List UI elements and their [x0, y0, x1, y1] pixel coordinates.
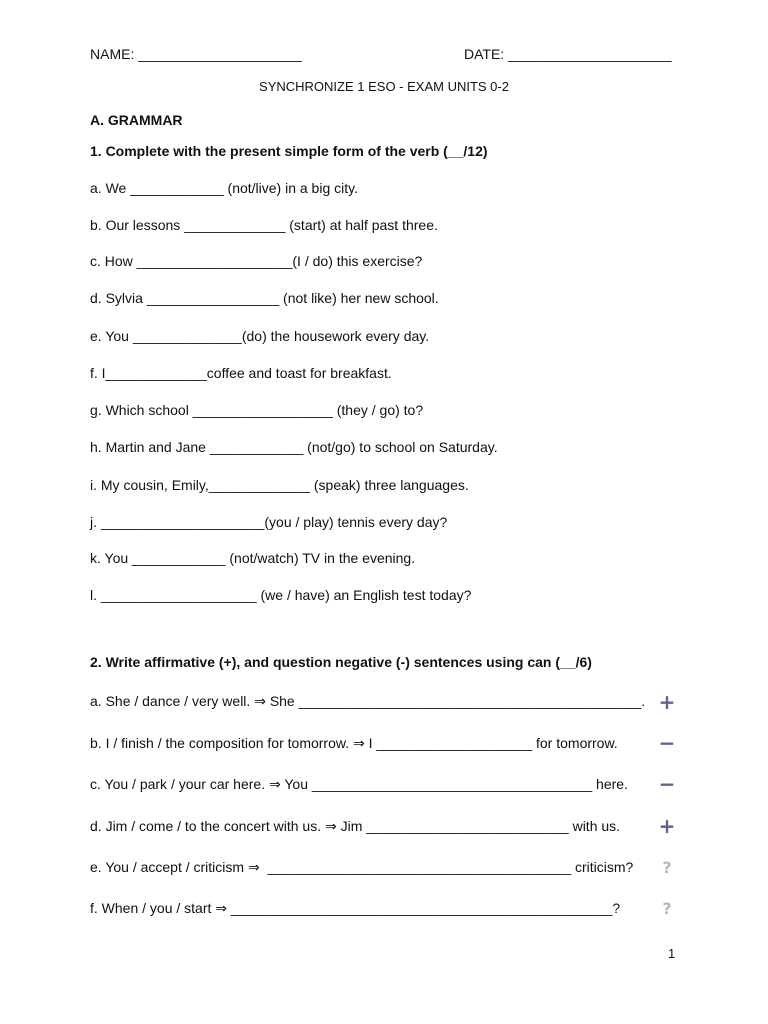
q1-item-a: a. We ____________ (not/live) in a big city. [90, 180, 358, 196]
minus-sign-icon: − [658, 731, 676, 755]
q2-item-d: d. Jim / come / to the concert with us. ⇒ Jim __________________________ with us. [90, 818, 621, 834]
q1-item-f: f. I_____________coffee and toast for breakfast. [90, 365, 392, 381]
question-1-heading: 1. Complete with the present simple form of the verb (__/12) [90, 143, 488, 159]
plus-sign-icon: + [658, 690, 676, 714]
section-heading-grammar: A. GRAMMAR [90, 112, 183, 128]
q2-item-c: c. You / park / your car here. ⇒ You ____________________________________ here. [90, 776, 628, 792]
q1-item-i: i. My cousin, Emily,_____________ (speak) three languages. [90, 477, 469, 493]
plus-sign-icon: + [658, 814, 676, 838]
q1-item-b: b. Our lessons _____________ (start) at half past three. [90, 217, 438, 233]
q1-item-k: k. You ____________ (not/watch) TV in the evening. [90, 550, 416, 566]
minus-sign-icon: − [658, 772, 676, 796]
exam-title: SYNCHRONIZE 1 ESO - EXAM UNITS 0-2 [259, 79, 509, 94]
name-field: NAME: _____________________ [90, 46, 302, 62]
q1-item-c: c. How ____________________(I / do) this exercise? [90, 253, 423, 269]
q1-item-j: j. _____________________(you / play) tennis every day? [90, 514, 448, 530]
q1-item-g: g. Which school __________________ (they / go) to? [90, 402, 424, 418]
page-number: 1 [668, 946, 676, 961]
q1-item-l: l. ____________________ (we / have) an English test today? [90, 587, 472, 603]
q1-item-d: d. Sylvia _________________ (not like) her new school. [90, 290, 439, 306]
q2-item-f: f. When / you / start ⇒ _________________________________________________? [90, 900, 621, 916]
q2-item-a: a. She / dance / very well. ⇒ She ____________________________________________. [90, 693, 646, 709]
q1-item-h: h. Martin and Jane ____________ (not/go) to school on Saturday. [90, 439, 498, 455]
q1-item-e: e. You ______________(do) the housework every day. [90, 328, 430, 344]
q2-item-e: e. You / accept / criticism ⇒ _______________________________________ criticism? [90, 859, 634, 875]
question-mark-icon: ? [662, 899, 672, 918]
question-mark-icon: ? [662, 858, 672, 877]
q2-item-b: b. I / finish / the composition for tomorrow. ⇒ I ____________________ for tomorrow. [90, 735, 618, 751]
question-2-heading: 2. Write affirmative (+), and question negative (-) sentences using can (__/6) [90, 654, 592, 670]
date-field: DATE: _____________________ [464, 46, 672, 62]
